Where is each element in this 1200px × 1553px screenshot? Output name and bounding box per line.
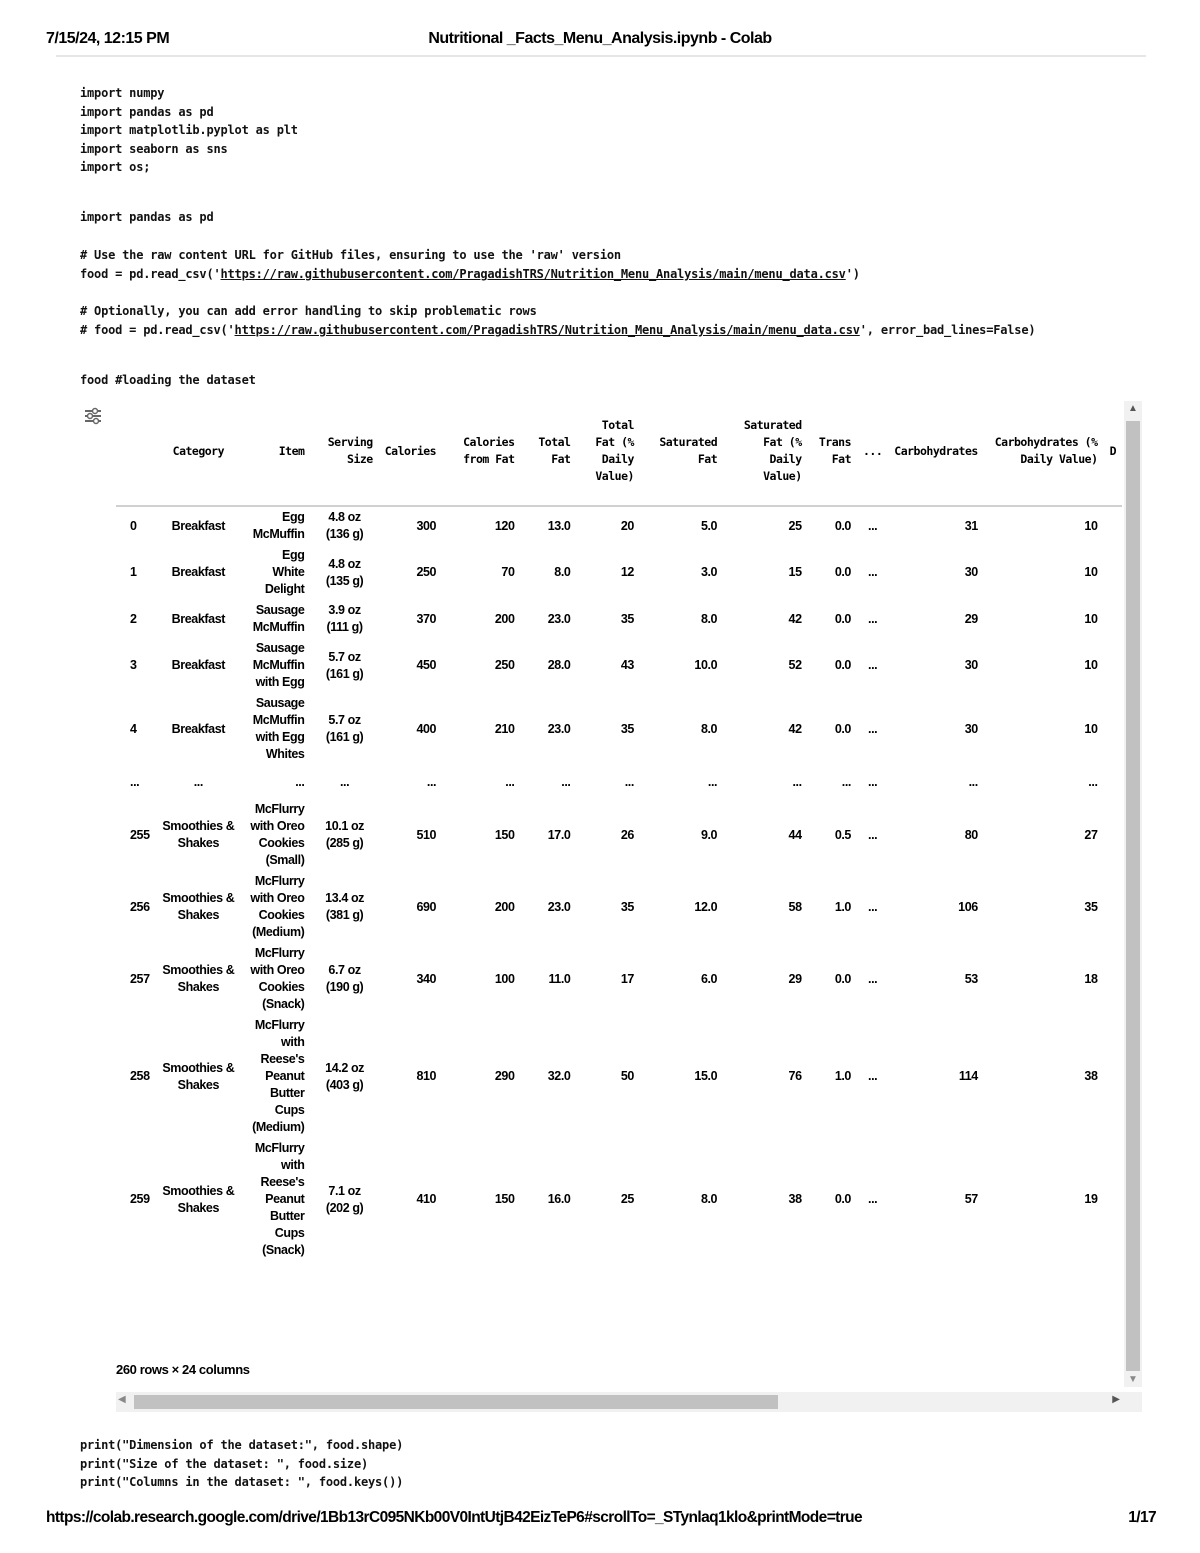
table-row [116, 506, 1122, 545]
table-cell: ... [505, 774, 515, 789]
table-cell: ... [868, 774, 878, 789]
table-cell: 5.7 oz (161 g) [325, 649, 364, 681]
table-cell: Sausage McMuffin [252, 603, 305, 634]
row-index: 258 [130, 1069, 150, 1083]
dataframe-table [116, 397, 1122, 1261]
table-cell: 250 [494, 658, 515, 672]
horizontal-scroll-thumb[interactable] [134, 1395, 778, 1409]
table-cell: 4.8 oz (135 g) [325, 556, 364, 588]
table-cell: ... [1088, 774, 1098, 789]
table-cell: ... [968, 774, 978, 789]
table-cell: 0.0 [834, 1192, 851, 1206]
table-cell: 10 [1084, 658, 1098, 672]
table-header-row [116, 397, 1122, 506]
table-cell: ... [561, 774, 571, 789]
table-row [116, 545, 1122, 600]
column-header-8: Saturated Fat [659, 435, 718, 466]
read-csv-link[interactable]: https://raw.githubusercontent.com/PragadishTRS/Nutrition_Menu_Analysis/main/menu_data.csv [220, 267, 846, 281]
column-header-12: Carbohydrates [894, 443, 978, 458]
column-header-5: Calories from Fat [463, 435, 515, 466]
table-cell: 3.0 [700, 565, 718, 579]
table-cell: 11.0 [548, 971, 571, 986]
column-header-13: Carbohydrates (% Daily Value) [994, 435, 1098, 466]
row-index: 1 [130, 565, 137, 579]
table-cell: 29 [964, 611, 978, 626]
scroll-up-arrow[interactable]: ▲ [1128, 403, 1138, 414]
table-cell: ... [868, 721, 878, 736]
column-header-11: ... [863, 443, 883, 458]
code-optional-prefix: # food = pd.read_csv(' [80, 323, 235, 337]
table-cell: 23.0 [547, 611, 571, 626]
table-cell: 340 [416, 971, 437, 986]
table-cell: 1.0 [834, 899, 851, 914]
code-read-suffix: ') [845, 267, 860, 281]
table-row [116, 799, 1122, 871]
table-cell: 10 [1084, 721, 1098, 736]
table-cell: 53 [964, 971, 978, 986]
table-cell: 26 [620, 827, 634, 842]
table-cell: 12 [620, 565, 634, 579]
table-cell: 52 [788, 658, 802, 672]
table-cell: 8.0 [554, 565, 571, 579]
table-cell: 300 [416, 518, 437, 533]
column-header-0 [116, 397, 156, 506]
table-cell: Egg McMuffin [252, 510, 305, 541]
table-cell: 57 [964, 1192, 978, 1206]
row-index: 255 [130, 827, 150, 842]
table-cell: 50 [620, 1069, 634, 1083]
table-cell: 29 [788, 971, 802, 986]
table-cell: 43 [620, 658, 634, 672]
table-cell: 35 [1084, 899, 1098, 914]
table-row [116, 943, 1122, 1015]
table-cell: 25 [788, 518, 802, 533]
table-cell: 19 [1084, 1192, 1098, 1206]
table-cell: 10.1 oz (285 g) [325, 819, 365, 850]
table-cell: 12.0 [694, 899, 718, 914]
table-cell: Breakfast [171, 611, 226, 626]
table-cell: Breakfast [171, 518, 226, 533]
table-cell: 120 [494, 518, 515, 533]
table-cell: 42 [788, 721, 802, 736]
table-row [116, 765, 1122, 799]
table-cell: Sausage McMuffin with Egg Whites [252, 696, 305, 761]
column-header-2: Item [278, 443, 305, 458]
table-cell: ... [792, 774, 802, 789]
table-cell: McFlurry with Reese's Peanut Butter Cups (Snack) [254, 1141, 305, 1257]
table-cell: 10 [1084, 565, 1098, 579]
table-cell: 30 [964, 721, 978, 736]
table-cell: 200 [494, 611, 515, 626]
table-cell: Smoothies & Shakes [162, 963, 235, 994]
row-index: 259 [130, 1192, 150, 1206]
table-row [116, 638, 1122, 693]
column-header-14: D [1109, 443, 1116, 458]
scroll-right-arrow[interactable]: ▶ [1112, 1394, 1120, 1405]
table-cell: 8.0 [700, 1192, 718, 1206]
optional-csv-link[interactable]: https://raw.githubusercontent.com/PragadishTRS/Nutrition_Menu_Analysis/main/menu_data.csv [234, 323, 860, 337]
table-cell: 8.0 [700, 611, 718, 626]
table-row [116, 1138, 1122, 1261]
table-cell: 16.0 [547, 1192, 571, 1206]
table-cell: 27 [1084, 827, 1098, 842]
table-cell: 5.0 [700, 518, 718, 533]
table-cell: ... [868, 971, 878, 986]
table-cell: ... [841, 774, 851, 789]
table-cell: ... [868, 518, 878, 533]
table-cell: 9.0 [700, 827, 718, 842]
page-title: Nutritional _Facts_Menu_Analysis.ipynb - Colab [428, 30, 772, 47]
table-cell: ... [868, 1192, 878, 1206]
code-comment-optional: # Optionally, you can add error handling to skip problematic rows [80, 304, 537, 318]
table-cell: Egg White Delight [264, 548, 305, 596]
table-cell: 0.0 [834, 565, 851, 579]
table-cell: 410 [416, 1192, 437, 1206]
table-row [116, 693, 1122, 765]
table-cell: 30 [964, 565, 978, 579]
scroll-down-arrow[interactable]: ▼ [1128, 1374, 1138, 1385]
table-cell: 510 [416, 827, 437, 842]
vertical-scroll-thumb[interactable] [1126, 421, 1140, 1371]
table-cell: 0.0 [834, 721, 851, 736]
table-cell: 7.1 oz (202 g) [325, 1183, 364, 1215]
code-read-prefix: food = pd.read_csv(' [80, 267, 221, 281]
table-cell: McFlurry with Reese's Peanut Butter Cups (Medium) [252, 1018, 305, 1134]
table-cell: 8.0 [700, 721, 718, 736]
table-cell: 23.0 [547, 899, 571, 914]
table-cell: 200 [494, 899, 515, 914]
table-cell: 42 [788, 611, 802, 626]
table-cell: ... [868, 1069, 878, 1083]
table-cell: 3.9 oz (111 g) [326, 603, 363, 634]
table-cell: 38 [788, 1192, 802, 1206]
code-read-line [80, 265, 860, 284]
table-cell: 13.4 oz (381 g) [325, 891, 365, 922]
code-cell-food[interactable]: food #loading the dataset [80, 373, 256, 387]
table-cell: McFlurry with Oreo Cookies (Small) [250, 802, 305, 867]
table-cell: 35 [620, 899, 634, 914]
horizontal-scrollbar[interactable] [116, 1392, 1142, 1412]
table-cell: 10 [1084, 518, 1098, 533]
table-cell: ... [868, 899, 878, 914]
table-cell: 58 [788, 899, 802, 914]
table-cell: ... [624, 774, 634, 789]
filter-settings-icon[interactable] [82, 405, 104, 427]
table-cell: 15.0 [694, 1069, 718, 1083]
table-cell: 0.5 [834, 827, 851, 842]
row-index: 4 [130, 721, 137, 736]
table-cell: 0.0 [834, 518, 851, 533]
dataframe-output [80, 397, 1142, 1414]
table-cell: Smoothies & Shakes [162, 891, 235, 922]
table-cell: 17.0 [547, 827, 571, 842]
table-cell: ... [868, 658, 878, 672]
vertical-scrollbar[interactable] [1124, 401, 1142, 1387]
table-cell: ... [193, 774, 203, 789]
table-cell: 23.0 [547, 721, 571, 736]
table-row [116, 871, 1122, 943]
table-cell: 100 [494, 971, 515, 986]
table-cell: 20 [620, 518, 634, 533]
dataframe-table-viewport[interactable] [116, 397, 1122, 1357]
table-cell: Breakfast [171, 565, 226, 579]
row-index: 257 [130, 971, 150, 986]
table-cell: ... [339, 774, 350, 789]
table-cell: 450 [416, 658, 437, 672]
table-cell: 44 [788, 827, 802, 842]
table-cell: 0.0 [834, 658, 851, 672]
table-cell: 400 [416, 721, 437, 736]
table-cell: ... [868, 565, 878, 579]
table-cell: 250 [416, 565, 437, 579]
table-cell: 1.0 [834, 1069, 851, 1083]
table-cell: 18 [1084, 971, 1098, 986]
table-row [116, 1015, 1122, 1138]
table-cell: 114 [958, 1069, 978, 1083]
row-index: 3 [130, 658, 137, 672]
table-cell: McFlurry with Oreo Cookies (Snack) [250, 946, 305, 1011]
row-index: 0 [130, 518, 137, 533]
row-index: 256 [130, 899, 150, 914]
table-cell: McFlurry with Oreo Cookies (Medium) [250, 874, 305, 939]
row-index: 2 [130, 611, 137, 626]
column-header-1: Category [172, 443, 225, 458]
table-cell: 0.0 [834, 971, 851, 986]
table-cell: 150 [494, 1192, 515, 1206]
code-optional-line [80, 321, 1035, 340]
code-cell-print[interactable]: print("Dimension of the dataset:", food.shape) print("Size of the dataset: ", food.size) print("Columns in the dataset: ", food.keys()) [80, 1438, 404, 1490]
table-cell: 38 [1084, 1069, 1098, 1083]
table-cell: 210 [494, 721, 515, 736]
table-cell: 0.0 [834, 611, 851, 626]
table-cell: 30 [964, 658, 978, 672]
column-header-4: Calories [384, 443, 437, 458]
table-cell: ... [868, 611, 878, 626]
table-cell: Smoothies & Shakes [162, 1183, 235, 1215]
table-cell: Smoothies & Shakes [162, 1060, 235, 1092]
table-cell: 5.7 oz (161 g) [325, 713, 364, 744]
dataframe-summary: 260 rows × 24 columns [116, 1362, 250, 1377]
table-cell: 370 [416, 611, 437, 626]
table-cell: 13.0 [547, 518, 571, 533]
table-cell: 106 [958, 899, 978, 914]
column-header-3: Serving Size [327, 435, 373, 466]
code-optional-suffix: ', error_bad_lines=False) [859, 323, 1036, 337]
table-cell: 290 [494, 1069, 515, 1083]
table-row [116, 600, 1122, 638]
table-cell: 31 [964, 518, 978, 533]
page-number: 1/17 [1128, 1509, 1156, 1526]
table-cell: 35 [620, 721, 634, 736]
header-divider [56, 55, 1146, 57]
code-cell-import-pandas[interactable]: import pandas as pd [80, 210, 214, 224]
table-cell: Breakfast [171, 658, 226, 672]
row-index: ... [130, 774, 140, 789]
table-cell: Smoothies & Shakes [162, 819, 235, 850]
print-datetime: 7/15/24, 12:15 PM [46, 30, 170, 47]
table-cell: 80 [964, 827, 978, 842]
table-cell: 17 [620, 971, 634, 986]
column-header-7: Total Fat (% Daily Value) [595, 418, 634, 483]
table-cell: Breakfast [171, 721, 226, 736]
table-cell: 810 [416, 1069, 437, 1083]
table-cell: 15 [788, 565, 802, 579]
table-cell: ... [868, 827, 878, 842]
column-header-10: Trans Fat [818, 435, 851, 466]
code-comment-raw: # Use the raw content URL for GitHub files, ensuring to use the 'raw' version [80, 248, 621, 262]
table-cell: ... [426, 774, 437, 789]
column-header-6: Total Fat [538, 435, 571, 466]
table-cell: 35 [620, 611, 634, 626]
table-cell: 14.2 oz (403 g) [325, 1060, 365, 1092]
scroll-left-arrow[interactable]: ◀ [118, 1394, 126, 1405]
footer-url: https://colab.research.google.com/drive/1Bb13rC095NKb00V0IntUtjB42EizTeP6#scrollTo=_STynlaq1klo&printMode=true [46, 1509, 863, 1526]
table-cell: ... [707, 774, 718, 789]
column-header-9: Saturated Fat (% Daily Value) [743, 418, 802, 483]
table-cell: 6.7 oz (190 g) [325, 963, 364, 994]
table-cell: 10 [1084, 611, 1098, 626]
table-cell: 28.0 [547, 658, 571, 672]
table-cell: 690 [416, 899, 437, 914]
code-cell-imports[interactable]: import numpy import pandas as pd import matplotlib.pyplot as plt import seaborn as sns import os; [80, 86, 298, 175]
table-cell: 6.0 [700, 971, 718, 986]
table-body [116, 506, 1122, 1261]
table-cell: 25 [620, 1192, 634, 1206]
table-cell: ... [295, 774, 305, 789]
table-cell: 76 [788, 1069, 802, 1083]
table-cell: 10.0 [694, 658, 718, 672]
table-cell: 4.8 oz (136 g) [325, 510, 364, 541]
table-cell: 32.0 [547, 1069, 571, 1083]
table-cell: Sausage McMuffin with Egg [252, 641, 305, 689]
table-cell: 150 [494, 827, 515, 842]
table-cell: 70 [501, 565, 515, 579]
